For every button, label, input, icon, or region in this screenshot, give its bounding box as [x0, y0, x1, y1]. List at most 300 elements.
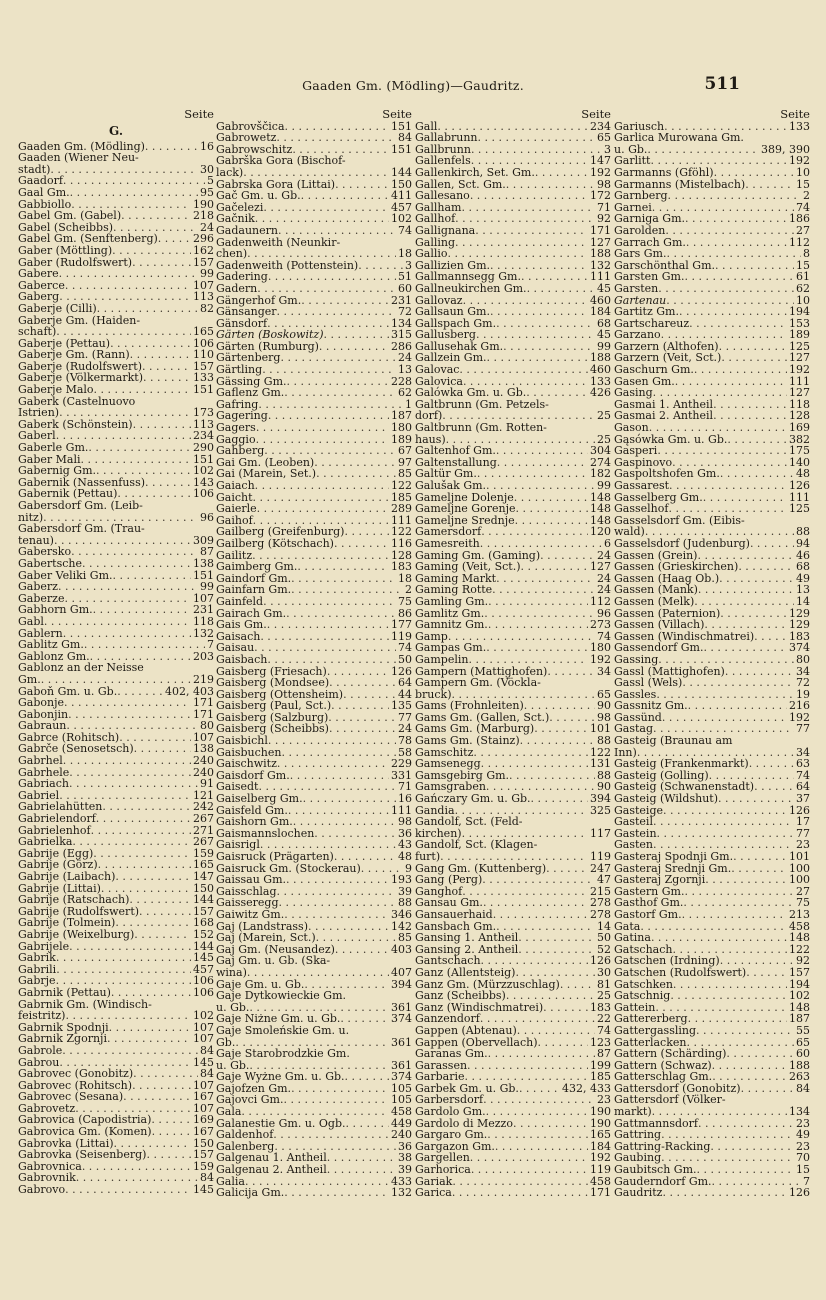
- entry-place-name: Gaiach: [216, 479, 255, 492]
- dot-leader: [720, 468, 794, 480]
- entry-page-number: 432, 433: [562, 1081, 611, 1095]
- entry-place-name: Galtbrunn (Gm. Rotten-: [415, 421, 547, 435]
- index-entry: [614, 619, 810, 631]
- entry-place-name: Gastag: [614, 722, 654, 736]
- entry-page-number: 17: [796, 815, 810, 829]
- entry-place-name: Gallabrunn: [415, 131, 478, 145]
- dot-leader: [495, 1141, 588, 1153]
- entry-page-number: 157: [193, 255, 214, 269]
- dot-leader: [132, 1080, 191, 1092]
- entry-place-name: Gaisedt: [216, 780, 259, 794]
- entry-place-name: Gaaden Gm. (Mödling): [18, 139, 145, 153]
- entry-page-number: 289: [391, 502, 412, 516]
- entry-page-number: 99: [200, 267, 214, 281]
- entry-place-name: Gallen, Sct. Gm.: [415, 177, 506, 191]
- index-entry: [415, 422, 611, 434]
- entry-page-number: 34: [796, 664, 810, 678]
- entry-page-number: 273: [590, 618, 611, 632]
- entry-place-name: Gajofzen Gm.: [216, 1081, 292, 1095]
- entry-place-name: Gassles: [614, 687, 657, 701]
- entry-page-number: 48: [398, 850, 412, 863]
- entry-place-name: Gabrhele: [18, 765, 70, 779]
- entry-page-number: 361: [391, 1035, 412, 1049]
- entry-place-name: Gameljne Dolenje: [415, 490, 514, 504]
- entry-place-name: u. Gb.: [614, 142, 648, 156]
- dot-leader: [286, 608, 396, 620]
- entry-place-name: Gatschken: [614, 977, 673, 991]
- entry-page-number: 126: [391, 664, 412, 678]
- dot-leader: [658, 283, 794, 295]
- entry-place-name: wina): [216, 965, 247, 979]
- dot-leader: [705, 874, 787, 886]
- index-entry: [614, 364, 810, 376]
- dot-leader: [750, 538, 794, 550]
- entry-place-name: Galovica: [415, 374, 463, 388]
- dot-leader: [488, 619, 588, 631]
- dot-leader: [487, 352, 589, 364]
- entry-page-number: 231: [391, 293, 412, 307]
- entry-place-name: Gaisbach: [216, 652, 268, 666]
- entry-place-name: Gärten (Rumburg): [216, 339, 319, 353]
- entry-place-name: Gassen (Villach): [614, 618, 705, 632]
- entry-page-number: 107: [193, 1032, 214, 1046]
- entry-place-name: Gappen (Obervellach): [415, 1035, 538, 1049]
- entry-page-number: 168: [193, 916, 214, 930]
- dot-leader: [467, 1060, 588, 1072]
- entry-place-name: Gabrnik Zgornji: [18, 1032, 107, 1046]
- dot-leader: [719, 341, 787, 353]
- entry-place-name: Gattmannsdorf: [614, 1116, 698, 1130]
- entry-page-number: 145: [193, 1183, 214, 1197]
- entry-place-name: Gaboň Gm. u. Gb.: [18, 684, 118, 698]
- entry-place-name: Gaubitsch Gm.: [614, 1163, 697, 1177]
- entry-page-number: 190: [590, 1116, 611, 1130]
- entry-page-number: 151: [391, 119, 412, 133]
- entry-page-number: 74: [796, 768, 810, 782]
- entry-place-name: Gassendorf Gm.: [614, 641, 704, 655]
- entry-place-name: Gampas Gm.: [415, 641, 487, 655]
- dot-leader: [316, 932, 396, 944]
- index-entry: [415, 225, 611, 237]
- entry-page-number: 134: [391, 316, 412, 330]
- dot-leader: [496, 445, 588, 457]
- entry-page-number: 187: [789, 1012, 810, 1026]
- entry-place-name: Gabrowschitz: [216, 142, 293, 156]
- dot-leader: [279, 897, 396, 909]
- entry-page-number: 58: [398, 745, 412, 759]
- entry-place-name: Gaming Rotte: [415, 583, 493, 597]
- entry-place-name: Gaisberg (Mondsee): [216, 676, 330, 690]
- entry-page-number: 16: [398, 792, 412, 806]
- entry-place-name: Gai (Marein, Set.): [216, 467, 317, 481]
- entry-place-name: Gärten (Boskowitz): [216, 328, 324, 342]
- index-entry: [18, 1184, 214, 1196]
- entry-page-number: 171: [193, 707, 214, 721]
- index-column-2: [216, 109, 412, 1199]
- entry-page-number: 182: [590, 467, 611, 481]
- entry-page-number: 39: [398, 1163, 412, 1177]
- entry-place-name: Gabrije (Ratschach): [18, 893, 130, 907]
- dot-leader: [665, 225, 794, 237]
- index-entry: [415, 190, 611, 202]
- entry-page-number: 24: [597, 548, 611, 562]
- entry-page-number: 127: [789, 386, 810, 400]
- dot-leader: [663, 805, 787, 817]
- entry-page-number: 43: [398, 838, 412, 852]
- dot-leader: [647, 144, 759, 156]
- entry-page-number: 119: [590, 850, 611, 863]
- entry-place-name: feistritz): [18, 1009, 66, 1023]
- entry-place-name: Garmanns (Mistelbach): [614, 177, 746, 191]
- dot-leader: [71, 546, 198, 558]
- entry-page-number: 27: [796, 223, 810, 237]
- dot-leader: [484, 608, 595, 620]
- dot-leader: [683, 897, 794, 909]
- entry-place-name: Gaberje (Völkermarkt): [18, 371, 143, 385]
- entry-page-number: [609, 422, 611, 434]
- entry-place-name: chen): [216, 247, 248, 261]
- entry-page-number: 111: [391, 513, 412, 527]
- entry-place-name: Gattererberg: [614, 1012, 688, 1026]
- index-entry: [614, 190, 810, 202]
- entry-place-name: Gabersdorf Gm. (Leib-: [18, 499, 143, 512]
- entry-page-number: 98: [597, 177, 611, 191]
- entry-page-number: 121: [193, 788, 214, 802]
- dot-leader: [481, 526, 588, 538]
- entry-place-name: Garsten Gm.: [614, 270, 685, 284]
- entry-page-number: 150: [193, 881, 214, 895]
- entry-page-number: 460: [590, 363, 611, 377]
- entry-page-number: 192: [590, 165, 611, 179]
- dot-leader: [694, 596, 794, 608]
- entry-page-number: 13: [796, 583, 810, 597]
- dot-leader: [697, 1164, 794, 1176]
- entry-place-name: Gabrielka: [18, 835, 73, 849]
- entry-place-name: Gabrovka (Seisenberg): [18, 1148, 147, 1162]
- entry-page-number: 157: [193, 904, 214, 918]
- entry-page-number: 219: [193, 672, 214, 686]
- entry-page-number: 152: [193, 927, 214, 941]
- dot-leader: [288, 805, 389, 817]
- entry-place-name: Gaj (Landstrass): [216, 919, 308, 933]
- entry-page-number: 5: [207, 174, 214, 188]
- entry-page-number: 74: [398, 641, 412, 655]
- index-entry: [216, 619, 412, 631]
- entry-page-number: 193: [391, 873, 412, 887]
- dot-leader: [514, 492, 588, 504]
- entry-place-name: Gaberje (Rudolfswert): [18, 359, 143, 373]
- entry-page-number: [609, 677, 611, 689]
- dot-leader: [657, 445, 787, 457]
- entry-page-number: 38: [398, 1151, 412, 1165]
- entry-page-number: 126: [789, 1186, 810, 1200]
- entry-place-name: Gatterlacken: [614, 1035, 687, 1049]
- index-entry: [216, 793, 412, 805]
- entry-page-number: 175: [789, 444, 810, 458]
- dot-leader: [152, 1126, 191, 1138]
- index-entry: [216, 364, 412, 376]
- entry-page-number: 172: [590, 189, 611, 203]
- entry-place-name: Gameljne Srednje: [415, 513, 515, 527]
- dot-leader: [733, 851, 787, 863]
- entry-place-name: Galia: [216, 1174, 245, 1188]
- dot-leader: [478, 132, 596, 144]
- dot-leader: [534, 723, 588, 735]
- dot-leader: [475, 225, 588, 237]
- entry-place-name: Galušak Gm.: [415, 479, 487, 492]
- dot-leader: [257, 503, 389, 515]
- entry-place-name: wald): [614, 525, 645, 539]
- dot-leader: [291, 584, 403, 596]
- entry-place-name: Gabel Gm. (Senftenberg): [18, 232, 158, 246]
- dot-leader: [346, 990, 410, 1002]
- entry-page-number: 117: [590, 826, 611, 840]
- entry-place-name: Gabrielenhof: [18, 823, 91, 837]
- dot-leader: [331, 700, 389, 712]
- entry-place-name: kirchen): [415, 826, 462, 840]
- dot-leader: [652, 1106, 787, 1118]
- entry-page-number: 185: [590, 1070, 611, 1084]
- entry-page-number: 389, 390: [761, 142, 810, 156]
- dot-leader: [142, 361, 191, 373]
- entry-place-name: Gamschitz: [415, 745, 474, 759]
- entry-page-number: 111: [789, 490, 810, 504]
- entry-place-name: Gailitz: [216, 548, 253, 562]
- entry-place-name: Gandolf, Sct. (Feld-: [415, 815, 523, 829]
- dot-leader: [267, 654, 396, 666]
- entry-page-number: 374: [391, 1070, 412, 1084]
- dot-leader: [493, 909, 588, 921]
- dot-leader: [94, 384, 191, 396]
- index-entry: [216, 561, 412, 573]
- entry-place-name: Gaimberg Gm.: [216, 560, 298, 574]
- entry-page-number: 74: [597, 629, 611, 643]
- index-entry: [216, 283, 412, 295]
- entry-page-number: 112: [789, 235, 810, 249]
- entry-page-number: 25: [597, 432, 611, 446]
- dot-leader: [256, 422, 389, 434]
- entry-page-number: 228: [391, 374, 412, 388]
- entry-place-name: Gaisberg (Scheibbs): [216, 722, 329, 736]
- entry-page-number: 87: [597, 1047, 611, 1061]
- entry-page-number: 101: [590, 722, 611, 736]
- entry-place-name: Gabrovo: [18, 1183, 66, 1197]
- entry-place-name: Gamnitz Gm.: [415, 618, 488, 632]
- entry-page-number: 6: [604, 536, 611, 550]
- entry-page-number: 68: [597, 316, 611, 330]
- entry-place-name: Gabrška Gora (Bischof-: [216, 154, 346, 168]
- dot-leader: [273, 1129, 389, 1141]
- entry-page-number: 267: [193, 812, 214, 826]
- entry-place-name: Gaje Dytkowieckie Gm.: [216, 989, 347, 1003]
- entry-page-number: 50: [597, 931, 611, 945]
- index-entry: [415, 399, 611, 411]
- entry-page-number: 77: [796, 826, 810, 840]
- entry-page-number: 18: [398, 571, 412, 585]
- entry-place-name: Gasen Gm.: [614, 374, 675, 388]
- dot-leader: [657, 828, 794, 840]
- entry-page-number: 290: [193, 441, 214, 455]
- entry-page-number: 7: [207, 638, 214, 652]
- entry-page-number: 128: [789, 409, 810, 423]
- entry-place-name: Gamsgraben: [415, 780, 486, 794]
- entry-page-number: 88: [597, 734, 611, 748]
- dot-leader: [81, 454, 191, 466]
- dot-leader: [258, 399, 403, 411]
- entry-place-name: Gänsanger: [216, 305, 277, 319]
- entry-place-name: Gang (Perg): [415, 873, 483, 887]
- entry-place-name: Gasteig (Frankenmarkt): [614, 757, 749, 771]
- entry-page-number: 96: [597, 606, 611, 620]
- dot-leader: [54, 535, 191, 547]
- index-entry: [415, 1048, 611, 1060]
- dot-leader: [713, 410, 787, 422]
- entry-place-name: Garsten: [614, 281, 659, 295]
- entry-place-name: Gallusberg: [415, 328, 476, 342]
- entry-page-number: 165: [590, 1128, 611, 1142]
- entry-page-number: 188: [590, 351, 611, 365]
- entry-page-number: 190: [590, 1105, 611, 1119]
- dot-leader: [68, 709, 191, 721]
- entry-page-number: 94: [796, 536, 810, 550]
- entry-place-name: Gansauerhaid: [415, 907, 493, 921]
- entry-page-number: 229: [391, 757, 412, 771]
- entry-place-name: Gang Gm. (Kuttenberg): [415, 861, 547, 875]
- entry-place-name: Gasteraj Zgornji: [614, 873, 706, 887]
- entry-place-name: Galgenau 2. Antheil: [216, 1163, 327, 1177]
- dot-leader: [519, 1083, 560, 1095]
- entry-place-name: Gattersdorf (Gonobitz): [614, 1081, 741, 1095]
- entry-place-name: Gatschen (Rudolfswert): [614, 965, 747, 979]
- dot-leader: [531, 793, 588, 805]
- entry-page-number: 242: [193, 800, 214, 814]
- entry-page-number: 102: [193, 464, 214, 478]
- dot-leader: [715, 260, 794, 272]
- entry-place-name: Gais Gm.: [216, 618, 267, 632]
- entry-place-name: Gamesreith: [415, 536, 480, 550]
- entry-place-name: Gabrole: [18, 1043, 63, 1057]
- entry-place-name: Gailberg (Kötschach): [216, 536, 334, 550]
- dot-leader: [483, 897, 588, 909]
- index-entry: [415, 735, 611, 747]
- entry-page-number: 72: [796, 676, 810, 690]
- entry-page-number: 171: [193, 696, 214, 710]
- entry-page-number: 85: [398, 931, 412, 945]
- dot-leader: [546, 863, 588, 875]
- entry-place-name: Garniga Gm.: [614, 212, 686, 226]
- dot-leader: [520, 735, 595, 747]
- entry-place-name: Gameljne Gorenje: [415, 502, 516, 516]
- entry-place-name: Garanas Gm.: [415, 1047, 488, 1061]
- entry-page-number: 24: [398, 351, 412, 365]
- entry-page-number: 102: [789, 989, 810, 1003]
- entry-page-number: 169: [789, 421, 810, 435]
- entry-place-name: Gallzein Gm.: [415, 351, 487, 365]
- index-entry: [18, 697, 214, 709]
- entry-place-name: Gabonjin: [18, 707, 69, 721]
- entry-place-name: Gabonje: [18, 696, 65, 710]
- entry-page-number: 147: [193, 870, 214, 883]
- entry-page-number: 315: [391, 328, 412, 342]
- index-entry: [415, 932, 611, 944]
- entry-place-name: Gaishorn Gm.: [216, 815, 293, 829]
- entry-page-number: 240: [193, 754, 214, 768]
- entry-page-number: 107: [193, 591, 214, 605]
- entry-place-name: Gansau Gm.: [415, 896, 483, 910]
- entry-place-name: Gaierle: [216, 502, 257, 516]
- entry-place-name: Gabrovka (Littai): [18, 1136, 114, 1150]
- entry-place-name: Gadenweith (Pottenstein): [216, 258, 359, 272]
- dot-leader: [719, 573, 794, 585]
- entry-page-number: 194: [789, 977, 810, 991]
- index-entry: [18, 952, 214, 964]
- entry-place-name: Gansbach Gm.: [415, 919, 497, 933]
- entry-page-number: 127: [590, 235, 611, 249]
- dot-leader: [327, 1152, 396, 1164]
- entry-place-name: Gagering: [216, 409, 268, 423]
- dot-leader: [82, 558, 191, 570]
- entry-page-number: 234: [590, 119, 611, 133]
- entry-page-number: 72: [398, 305, 412, 319]
- entry-place-name: Gaisrigl: [216, 838, 260, 852]
- entry-place-name: lack): [216, 165, 244, 179]
- index-entry: [415, 851, 611, 863]
- entry-page-number: 234: [193, 429, 214, 443]
- dot-leader: [255, 480, 389, 492]
- entry-place-name: Garbek Gm. u. Gb.: [415, 1081, 519, 1095]
- entry-place-name: Gamsenegg: [415, 757, 481, 771]
- dot-leader: [314, 457, 396, 469]
- dot-leader: [123, 1091, 191, 1103]
- dot-leader: [143, 372, 191, 384]
- entry-place-name: Garzano: [614, 328, 661, 342]
- entry-page-number: 129: [789, 618, 810, 632]
- dot-leader: [319, 341, 389, 353]
- entry-page-number: 85: [398, 467, 412, 481]
- entry-place-name: Gabrovnik: [18, 1171, 76, 1185]
- entry-page-number: 263: [789, 1070, 810, 1084]
- dot-leader: [496, 573, 595, 585]
- index-entry: [18, 604, 214, 616]
- entry-page-number: 192: [789, 710, 810, 724]
- entry-page-number: 394: [391, 977, 412, 991]
- entry-place-name: Inn): [614, 745, 637, 759]
- entry-place-name: Gassünd: [614, 710, 662, 724]
- entry-page-number: 36: [398, 1139, 412, 1153]
- section-letter: G.: [109, 123, 123, 138]
- dot-leader: [268, 410, 389, 422]
- dot-leader: [482, 874, 595, 886]
- entry-page-number: 361: [391, 1000, 412, 1014]
- entry-page-number: 157: [193, 1148, 214, 1162]
- entry-place-name: Gaming (Veit, Sct.): [415, 560, 521, 574]
- entry-place-name: Gabernik (Pettau): [18, 487, 118, 501]
- entry-place-name: Gampern (Mattighofen): [415, 664, 548, 678]
- index-entry: [415, 654, 611, 666]
- entry-place-name: Gačnik: [216, 212, 255, 226]
- entry-place-name: Gabrili: [18, 962, 57, 976]
- entry-page-number: 151: [391, 142, 412, 156]
- entry-place-name: Gainfeld: [216, 594, 264, 608]
- entry-place-name: Gallignana: [415, 223, 476, 237]
- entry-place-name: Gaje Gm. u. Gb.: [216, 977, 305, 991]
- dot-leader: [314, 828, 396, 840]
- entry-page-number: 68: [796, 560, 810, 574]
- dot-leader: [113, 570, 191, 582]
- dot-leader: [492, 584, 595, 596]
- dot-leader: [658, 654, 794, 666]
- entry-page-number: 98: [398, 815, 412, 829]
